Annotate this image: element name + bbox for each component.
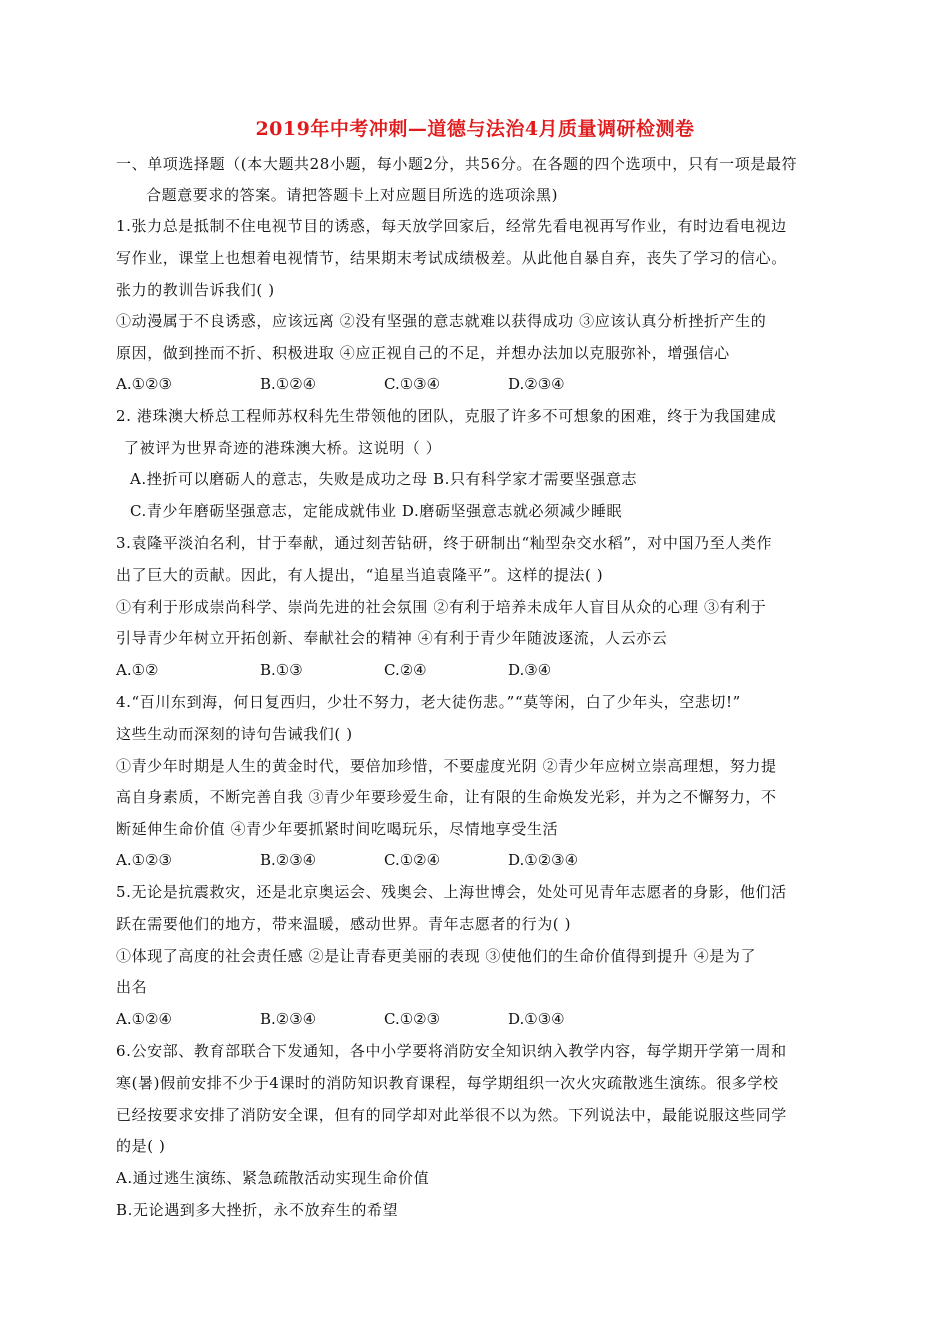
- q1-option-a: A.①②③: [116, 375, 172, 393]
- q4-line: ①青少年时期是人生的黄金时代，要倍加珍惜，不要虚度光阴 ②青少年应树立崇高理想，努力提: [116, 757, 777, 775]
- q3-option-d: D.③④: [508, 661, 552, 679]
- q5-line: 出名: [116, 978, 148, 996]
- q5-option-a: A.①②④: [116, 1010, 172, 1028]
- q1-option-d: D.②③④: [508, 375, 565, 393]
- q4-line: 高自身素质，不断完善自我 ③青少年要珍爱生命，让有限的生命焕发光彩，并为之不懈努力，不: [116, 788, 777, 806]
- q4-option-d: D.①②③④: [508, 851, 579, 869]
- q1-option-c: C.①③④: [384, 375, 441, 393]
- q6-line: 的是( ): [116, 1137, 166, 1155]
- q3-option-b: B.①③: [260, 661, 303, 679]
- q3-option-c: C.②④: [384, 661, 427, 679]
- q1-line: ①动漫属于不良诱惑，应该远离 ②没有坚强的意志就难以获得成功 ③应该认真分析挫折产生的: [116, 312, 767, 330]
- q4-option-b: B.②③④: [260, 851, 317, 869]
- q2-line: 了被评为世界奇迹的港珠澳大桥。这说明（ ）: [124, 439, 442, 457]
- q2-line: 2. 港珠澳大桥总工程师苏权科先生带领他的团队，克服了许多不可想象的困难，终于为我国建成: [116, 407, 777, 425]
- q6-option-a: A.通过逃生演练、紧急疏散活动实现生命价值: [116, 1169, 430, 1187]
- q5-line: ①体现了高度的社会责任感 ②是让青春更美丽的表现 ③使他们的生命价值得到提升 ④是为了: [116, 947, 757, 965]
- q3-line: 出了巨大的贡献。因此，有人提出，“追星当追袁隆平”。这样的提法( ): [116, 566, 604, 584]
- q1-line: 写作业，课堂上也想着电视情节，结果期末考试成绩极差。从此他自暴自弃，丧失了学习的信心。: [116, 249, 787, 267]
- q5-option-c: C.①②③: [384, 1010, 441, 1028]
- q1-option-b: B.①②④: [260, 375, 317, 393]
- q3-line: 3.袁隆平淡泊名利，甘于奉献，通过刻苦钻研，终于研制出“籼型杂交水稻”，对中国乃至人类作: [116, 534, 773, 552]
- q6-option-b: B.无论遇到多大挫折，永不放弃生的希望: [116, 1201, 399, 1219]
- q6-line: 6.公安部、教育部联合下发通知，各中小学要将消防安全知识纳入教学内容，每学期开学第一周和: [116, 1042, 787, 1060]
- q3-option-a: A.①②: [116, 661, 159, 679]
- q2-option-line: C.青少年磨砺坚强意志，定能成就伟业 D.磨砺坚强意志就必须减少睡眠: [130, 502, 623, 520]
- q5-line: 跃在需要他们的地方，带来温暖，感动世界。青年志愿者的行为( ): [116, 915, 572, 933]
- q6-line: 已经按要求安排了消防安全课，但有的同学却对此举很不以为然。下列说法中，最能说服这些同学: [116, 1106, 787, 1124]
- q4-line: 断延伸生命价值 ④青少年要抓紧时间吃喝玩乐，尽情地享受生活: [116, 820, 559, 838]
- q3-line: ①有利于形成崇尚科学、崇尚先进的社会氛围 ②有利于培养未成年人盲目从众的心理 ③有利于: [116, 598, 767, 616]
- exam-title: 2019年中考冲刺—道德与法治4月质量调研检测卷: [255, 118, 695, 140]
- q4-line: 4.“百川东到海，何日复西归，少壮不努力，老大徒伤悲。”“莫等闲，白了少年头，空悲切!”: [116, 693, 741, 711]
- q1-line: 原因，做到挫而不折、积极进取 ④应正视自己的不足，并想办法加以克服弥补，增强信心: [116, 344, 730, 362]
- section-heading-line1: 一、单项选择题（(本大题共28小题，每小题2分，共56分。在各题的四个选项中，只有一项是最符: [116, 155, 798, 173]
- q4-line: 这些生动而深刻的诗句告诫我们( ): [116, 725, 353, 743]
- q3-line: 引导青少年树立开拓创新、奉献社会的精神 ④有利于青少年随波逐流，人云亦云: [116, 629, 668, 647]
- q5-option-b: B.②③④: [260, 1010, 317, 1028]
- q5-option-d: D.①③④: [508, 1010, 565, 1028]
- q4-option-a: A.①②③: [116, 851, 172, 869]
- q6-line: 寒(暑)假前安排不少于4课时的消防知识教育课程，每学期组织一次火灾疏散逃生演练。很多学校: [116, 1074, 779, 1092]
- q1-line: 1.张力总是抵制不住电视节目的诱惑，每天放学回家后，经常先看电视再写作业，有时边看电视边: [116, 217, 787, 235]
- q1-line: 张力的教训告诉我们( ): [116, 281, 275, 299]
- section-heading-line2: 合题意要求的答案。请把答题卡上对应题目所选的选项涂黑): [146, 186, 559, 204]
- q4-option-c: C.①②④: [384, 851, 441, 869]
- q2-option-line: A.挫折可以磨砺人的意志，失败是成功之母 B.只有科学家才需要坚强意志: [130, 470, 638, 488]
- q5-line: 5.无论是抗震救灾，还是北京奥运会、残奥会、上海世博会，处处可见青年志愿者的身影，他们活: [116, 883, 787, 901]
